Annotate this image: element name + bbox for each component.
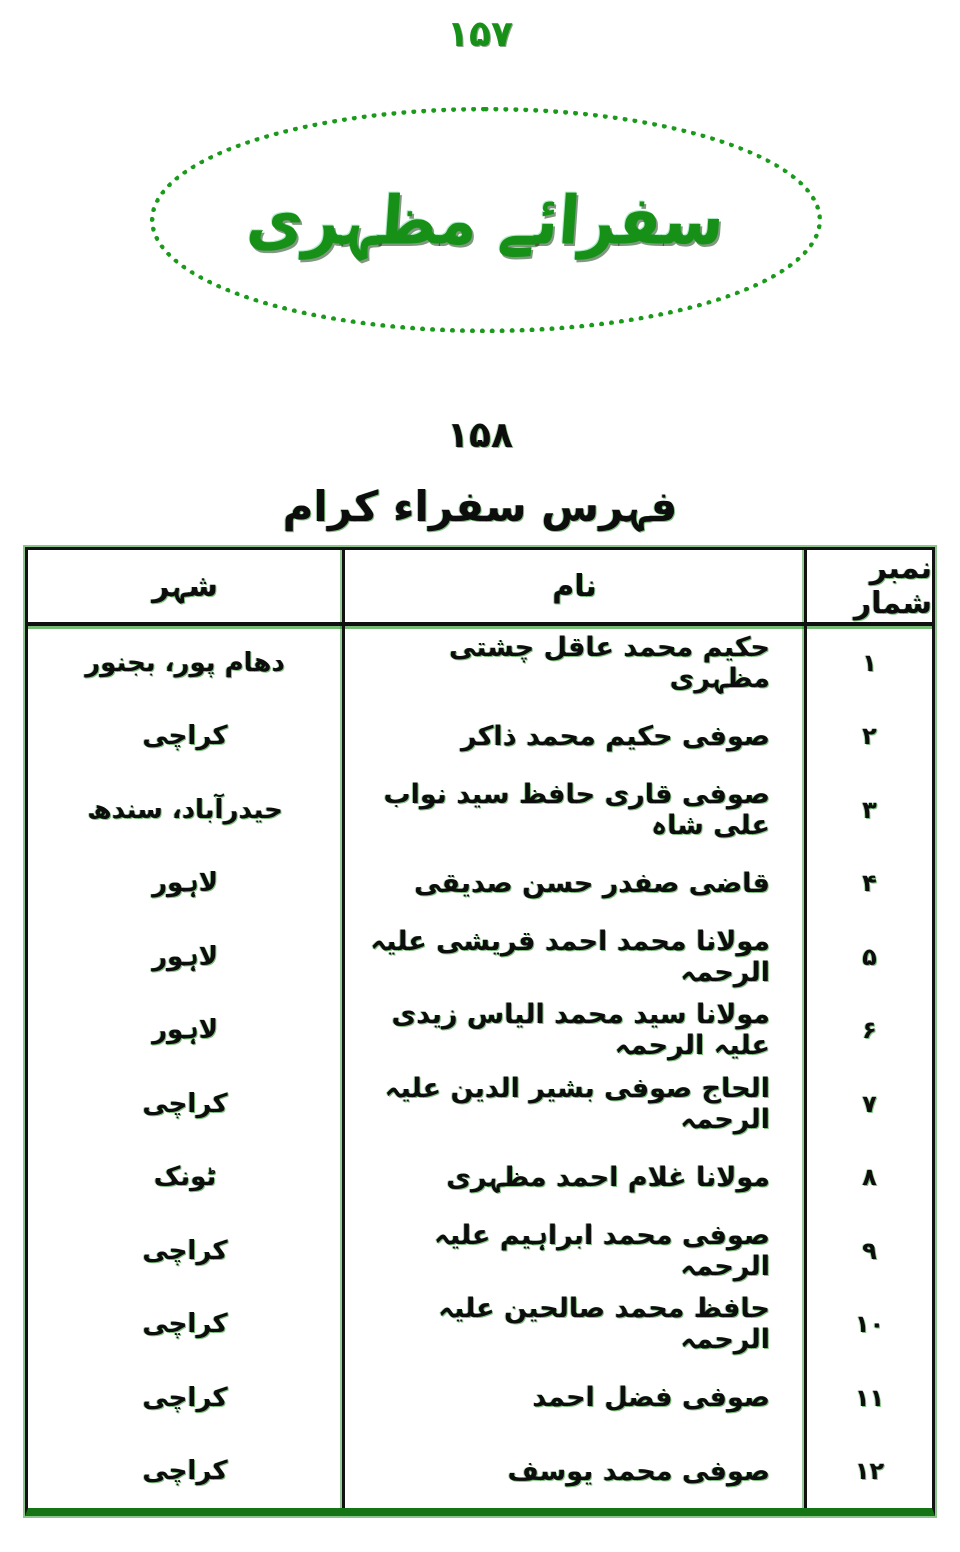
row-name: صوفی قاری حافظ سید نواب علی شاہ bbox=[342, 773, 804, 847]
row-name: حکیم محمد عاقل چشتی مظہری bbox=[342, 626, 804, 700]
row-serial: ۲ bbox=[804, 700, 932, 774]
row-name: حافظ محمد صالحین علیہ الرحمہ bbox=[342, 1288, 804, 1362]
row-name: مولانا محمد احمد قریشی علیہ الرحمہ bbox=[342, 920, 804, 994]
row-name: الحاج صوفی بشیر الدین علیہ الرحمہ bbox=[342, 1067, 804, 1141]
row-serial: ۴ bbox=[804, 847, 932, 921]
row-city: حیدرآباد، سندھ bbox=[87, 794, 283, 825]
oval-emblem bbox=[150, 107, 822, 333]
row-name: صوفی حکیم محمد ذاکر bbox=[342, 700, 804, 774]
row-city: لاہور bbox=[152, 941, 218, 972]
row-name: قاضی صفدر حسن صدیقی bbox=[342, 847, 804, 921]
row-name: صوفی محمد ابراہیم علیہ الرحمہ bbox=[342, 1214, 804, 1288]
row-serial: ۵ bbox=[804, 920, 932, 994]
header-name: نام bbox=[342, 550, 804, 626]
row-name: صوفی فضل احمد bbox=[342, 1361, 804, 1435]
row-serial: ۳ bbox=[804, 773, 932, 847]
row-serial: ۶ bbox=[804, 994, 932, 1068]
row-serial: ۷ bbox=[804, 1067, 932, 1141]
page-number-second: ۱۵۸ bbox=[447, 415, 513, 456]
table-title: فہرس سفراء کرام bbox=[282, 482, 678, 531]
row-city: لاہور bbox=[152, 868, 218, 899]
row-city: ٹونک bbox=[153, 1162, 217, 1193]
row-city: کراچی bbox=[142, 1382, 228, 1413]
row-city: کراچی bbox=[142, 1456, 228, 1487]
row-city: دھام پور، بجنور bbox=[85, 647, 285, 678]
row-serial: ۸ bbox=[804, 1141, 932, 1215]
header-serial: نمبر شمار bbox=[804, 550, 932, 626]
header-city: شہر bbox=[28, 550, 342, 626]
row-name: مولانا غلام احمد مظہری bbox=[342, 1141, 804, 1215]
row-serial: ۱۱ bbox=[804, 1361, 932, 1435]
ambassadors-index-table bbox=[25, 547, 935, 1516]
row-city: لاہور bbox=[152, 1015, 218, 1046]
row-city: کراچی bbox=[142, 1235, 228, 1266]
row-city: کراچی bbox=[142, 1088, 228, 1119]
row-serial: ۱ bbox=[804, 626, 932, 700]
page-number-top: ۱۵۷ bbox=[447, 14, 513, 55]
row-serial: ۱۰ bbox=[804, 1288, 932, 1362]
oval-calligraphy-title: سفرائے مظہری bbox=[244, 180, 728, 260]
row-serial: ۱۲ bbox=[804, 1435, 932, 1509]
row-name: صوفی محمد یوسف bbox=[342, 1435, 804, 1509]
row-serial: ۹ bbox=[804, 1214, 932, 1288]
row-city: کراچی bbox=[142, 721, 228, 752]
row-name: مولانا سید محمد الیاس زیدی علیہ الرحمہ bbox=[342, 994, 804, 1068]
row-city: کراچی bbox=[142, 1309, 228, 1340]
